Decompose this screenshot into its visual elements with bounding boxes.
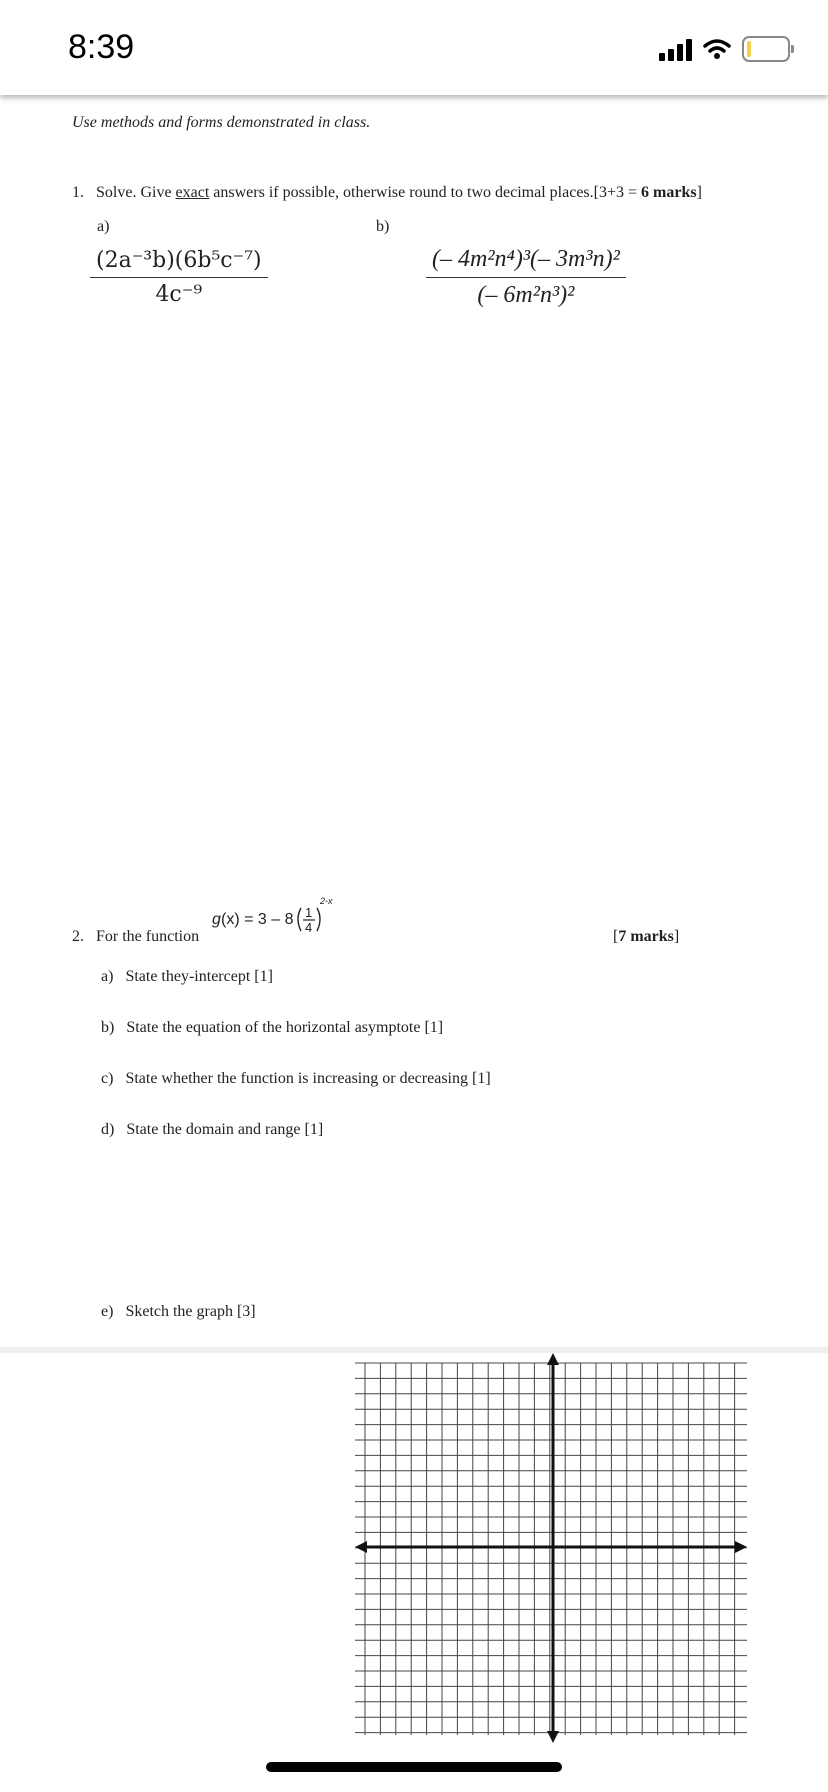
- x-axis-right-arrow: [735, 1541, 747, 1553]
- expression-b-numerator: (– 4m²n⁴)³(– 3m³n)²: [426, 246, 626, 278]
- question-2-part-d: d) State the domain and range [1]: [101, 1121, 324, 1138]
- expression-a-numerator: (2a⁻³b)(6b⁵c⁻⁷): [90, 248, 268, 278]
- expression-a: [90, 248, 268, 307]
- expression-b: [426, 246, 626, 309]
- question-2-marks: [7 marks]: [613, 928, 680, 945]
- question-2-part-a: a) State they-intercept [1]: [101, 968, 273, 985]
- status-icons: [659, 36, 790, 62]
- part-b-label: b): [376, 218, 390, 235]
- question-1-text: 1. Solve. Give exact answers if possible, otherwise round to two decimal places.[3+3 = 6 marks]: [72, 184, 702, 201]
- battery-icon: [742, 36, 790, 62]
- home-indicator[interactable]: [266, 1762, 562, 1772]
- y-axis-bottom-arrow: [547, 1731, 559, 1743]
- svg-text:2-x: 2-x: [320, 896, 333, 906]
- wifi-icon: [702, 37, 732, 61]
- svg-text:(x) = 3 – 8: (x) = 3 – 8: [221, 911, 294, 928]
- question-2-part-c: c) State whether the function is increasing or decreasing [1]: [101, 1070, 491, 1087]
- expression-a-denominator: 4c⁻⁹: [155, 282, 203, 307]
- question-2-text: 2. For the function: [72, 928, 200, 945]
- x-axis-left-arrow: [355, 1541, 367, 1553]
- coordinate-grid: [355, 1353, 747, 1743]
- grid-lines: [355, 1363, 747, 1743]
- function-g-formula: [210, 890, 335, 940]
- status-time: 8:39: [68, 28, 135, 66]
- part-a-label: a): [97, 218, 110, 235]
- instruction-text: Use methods and forms demonstrated in class.: [72, 114, 371, 131]
- svg-text:1: 1: [305, 905, 313, 920]
- question-2-part-b: b) State the equation of the horizontal asymptote [1]: [101, 1019, 444, 1036]
- expression-b-denominator: (– 6m²n³)²: [477, 282, 575, 308]
- svg-text:g: g: [212, 911, 221, 928]
- status-bar: [0, 0, 828, 95]
- svg-text:4: 4: [305, 920, 313, 935]
- y-axis-top-arrow: [547, 1353, 559, 1365]
- signal-icon: [659, 37, 692, 61]
- question-2-part-e: e) Sketch the graph [3]: [101, 1303, 256, 1320]
